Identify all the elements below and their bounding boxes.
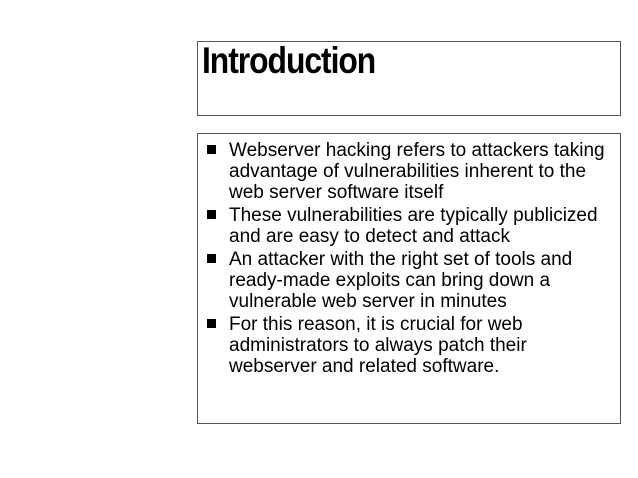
bullet-item <box>198 314 620 377</box>
square-bullet-icon <box>207 145 216 154</box>
bullet-text: An attacker with the right set of tools and ready-made exploits can bring down a vulnerable web server in minutes <box>229 249 573 312</box>
bullet-text: Webserver hacking refers to attackers taking advantage of vulnerabilities inherent to the web server software itself <box>229 140 605 203</box>
content-placeholder <box>197 133 621 424</box>
bullet-item <box>198 205 620 247</box>
bullet-list <box>198 140 620 379</box>
slide-title: Introduction <box>202 40 376 81</box>
square-bullet-icon <box>207 319 216 328</box>
bullet-text: For this reason, it is crucial for web administrators to always patch their webserver and related software. <box>229 314 527 377</box>
title-placeholder <box>197 41 621 116</box>
bullet-item <box>198 249 620 312</box>
square-bullet-icon <box>207 210 216 219</box>
bullet-text: These vulnerabilities are typically publicized and are easy to detect and attack <box>229 205 598 247</box>
bullet-item <box>198 140 620 203</box>
square-bullet-icon <box>207 254 216 263</box>
